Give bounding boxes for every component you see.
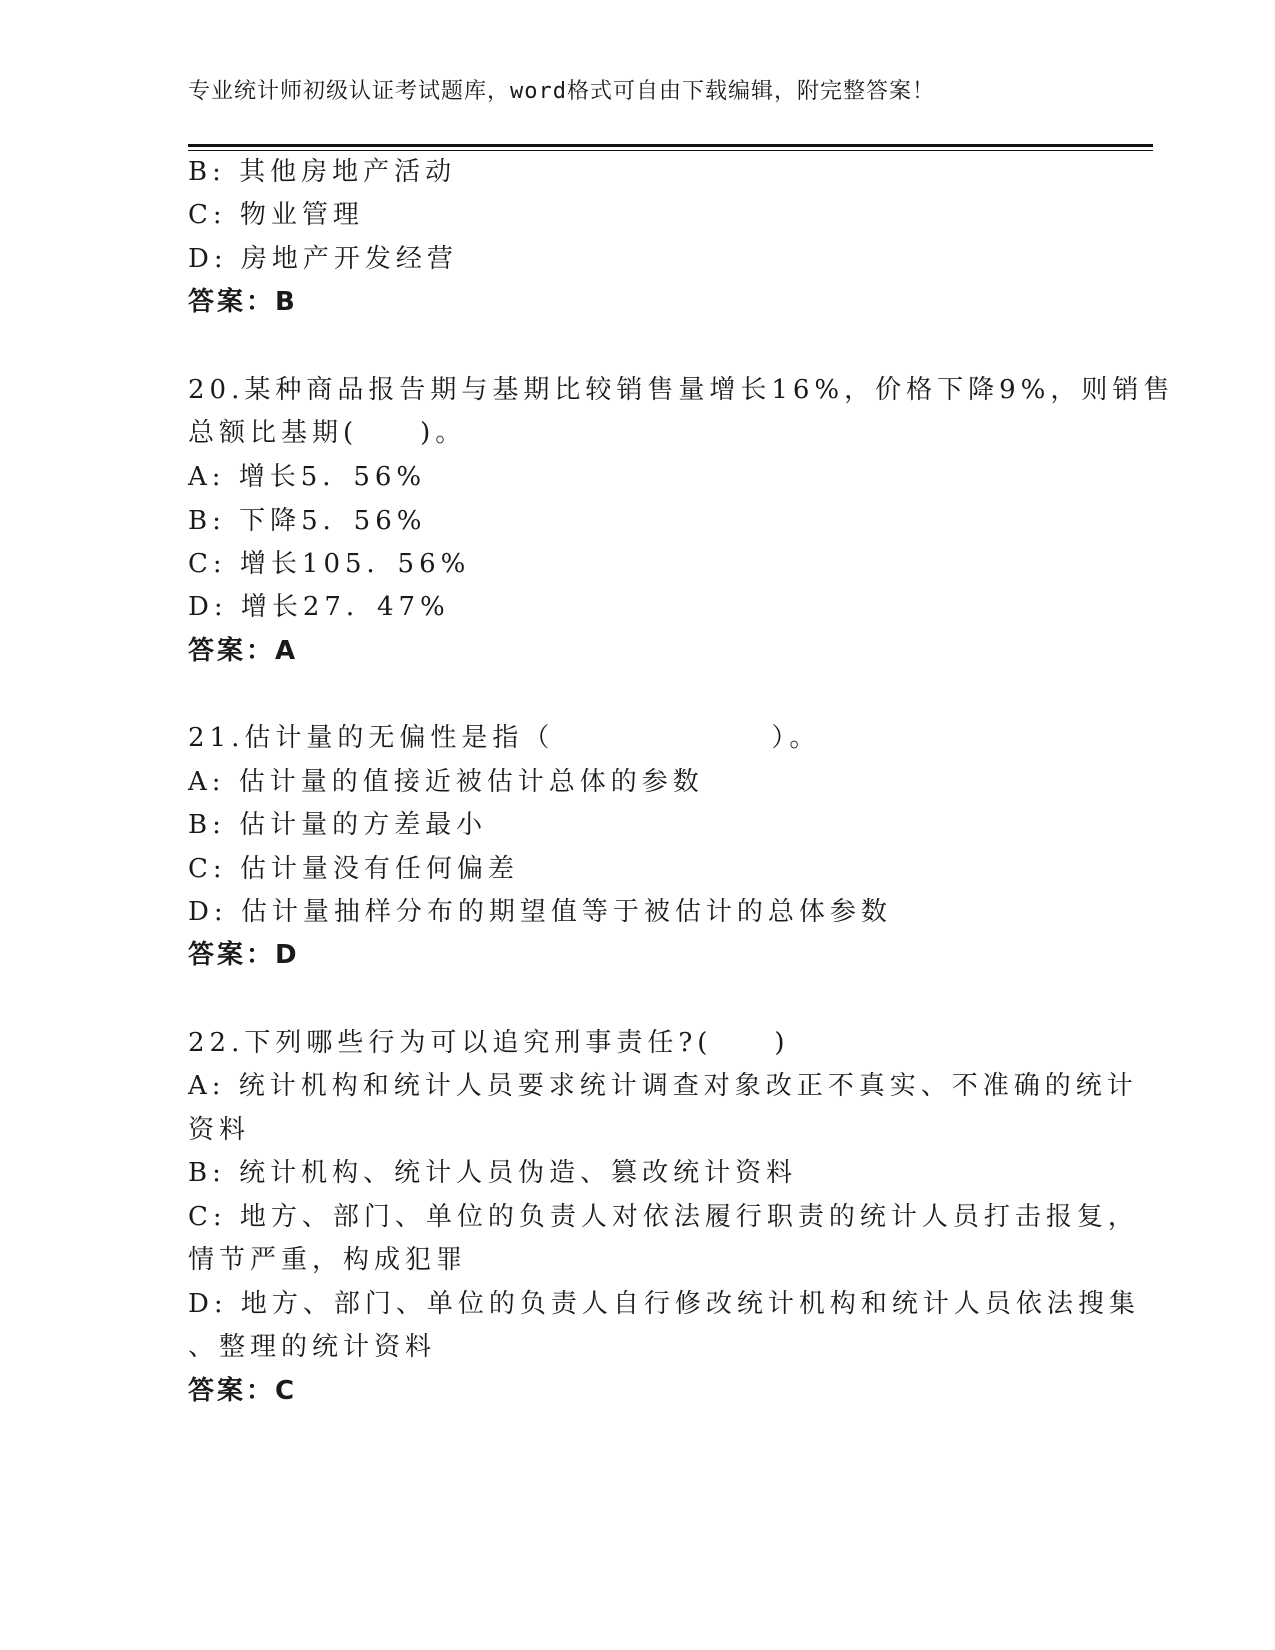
q21-option-b: B: 估计量的方差最小 xyxy=(188,810,488,840)
q22-option-d-line2: 、整理的统计资料 xyxy=(188,1332,437,1362)
q20-answer: 答案：A xyxy=(188,636,299,666)
q22-option-d-line1: D: 地方、部门、单位的负责人自行修改统计机构和统计人员依法搜集 xyxy=(188,1289,1140,1319)
q22-option-a-line1: A: 统计机构和统计人员要求统计调查对象改正不真实、不准确的统计 xyxy=(188,1071,1138,1101)
q22-option-b: B: 统计机构、统计人员伪造、篡改统计资料 xyxy=(188,1158,798,1188)
q21-option-c: C: 估计量没有任何偏差 xyxy=(188,854,519,884)
q22-option-c-line2: 情节严重，构成犯罪 xyxy=(188,1245,468,1275)
q20-stem-line2: 总额比基期( )。 xyxy=(188,418,467,448)
page-header: 专业统计师初级认证考试题库，word格式可自由下载编辑，附完整答案！ xyxy=(188,79,935,104)
q21-option-a: A: 估计量的值接近被估计总体的参数 xyxy=(188,767,704,797)
q21-option-d: D: 估计量抽样分布的期望值等于被估计的总体参数 xyxy=(188,897,892,927)
q22-answer: 答案：C xyxy=(188,1376,298,1406)
q19-option-b: B: 其他房地产活动 xyxy=(188,157,457,187)
header-rule-thin xyxy=(188,150,1153,151)
q20-option-b: B: 下降5．56% xyxy=(188,506,427,536)
q21-answer: 答案：D xyxy=(188,940,300,970)
q22-option-a-line2: 资料 xyxy=(188,1115,251,1145)
q19-answer: 答案：B xyxy=(188,287,298,317)
q20-stem-line1: 20.某种商品报告期与基期比较销售量增长16%，价格下降9%，则销售 xyxy=(188,375,1175,405)
header-rule-thick xyxy=(188,144,1153,147)
q19-option-d: D: 房地产开发经营 xyxy=(188,244,458,274)
q19-option-c: C: 物业管理 xyxy=(188,200,364,230)
q20-option-c: C: 增长105．56% xyxy=(188,549,471,579)
q22-option-c-line1: C: 地方、部门、单位的负责人对依法履行职责的统计人员打击报复， xyxy=(188,1202,1139,1232)
q21-stem-line1: 21.估计量的无偏性是指（ ）。 xyxy=(188,723,821,753)
q22-stem-line1: 22.下列哪些行为可以追究刑事责任?( ) xyxy=(188,1028,790,1058)
q20-option-a: A: 增长5．56% xyxy=(188,462,427,492)
q20-option-d: D: 增长27．47% xyxy=(188,592,450,622)
